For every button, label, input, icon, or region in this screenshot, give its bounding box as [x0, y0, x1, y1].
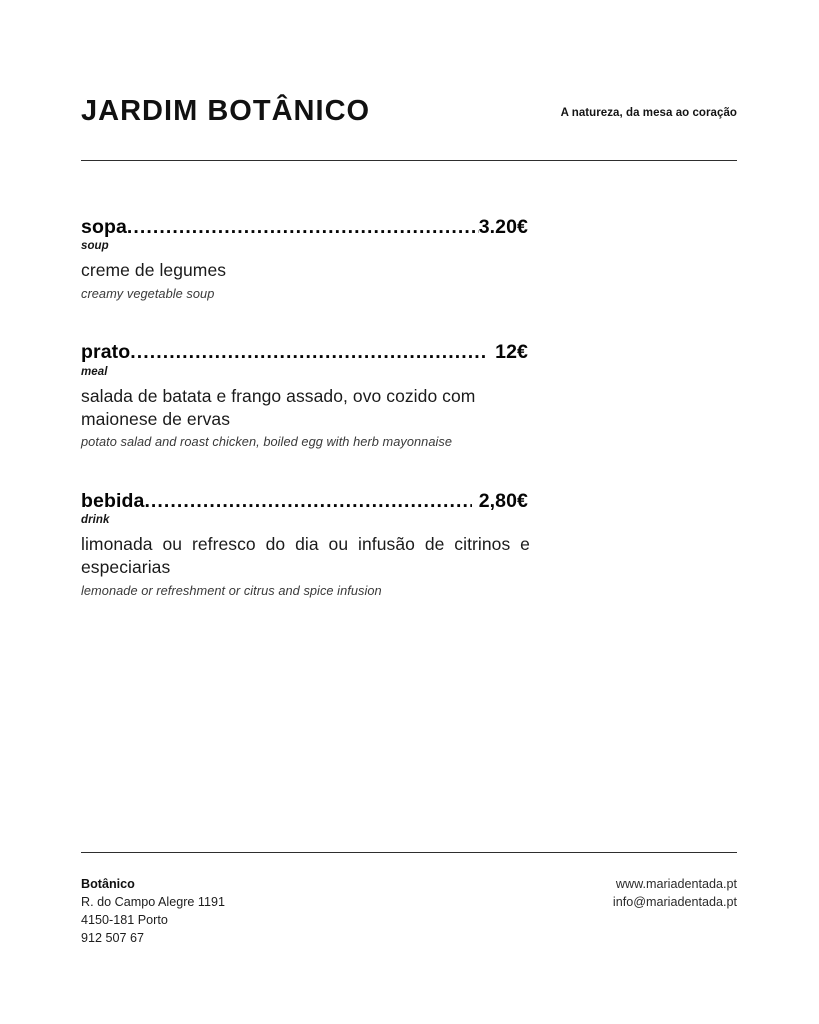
dot-leader: [127, 215, 479, 239]
brand-tagline: A natureza, da mesa ao coração: [560, 107, 737, 119]
menu-item: [81, 215, 737, 302]
menu-item-name: prato: [81, 341, 131, 364]
menu-item-subtitle: meal: [81, 365, 108, 378]
menu-item: [81, 340, 737, 451]
menu-item-description: salada de batata e frango assado, ovo cozido com maionese de ervas: [81, 385, 476, 429]
footer-address-line-1: R. do Campo Alegre 1191: [81, 894, 225, 909]
footer-divider: [81, 852, 737, 853]
menu-item-subtitle: soup: [81, 240, 109, 253]
menu-item-head: [81, 489, 528, 513]
menu-items-list: [81, 215, 737, 599]
footer-address-line-2: 4150-181 Porto: [81, 912, 168, 927]
footer-email[interactable]: info@mariadentada.pt: [612, 894, 737, 909]
menu-footer: [81, 876, 737, 948]
menu-item-description: creme de legumes: [81, 260, 227, 281]
menu-item-head: [81, 340, 528, 364]
menu-item-subtitle: drink: [81, 514, 110, 527]
menu-header: [81, 96, 737, 126]
dot-leader: [144, 489, 471, 513]
menu-item-description: limonada ou refresco do dia ou infusão de citrinos e especiarias: [81, 534, 530, 578]
footer-venue-name: Botânico: [81, 877, 135, 891]
page-title: JARDIM BOTÂNICO: [81, 95, 371, 127]
menu-item-price: 2,80€: [478, 489, 528, 512]
menu-item-translation: lemonade or refreshment or citrus and spice infusion: [81, 582, 382, 598]
dot-leader: [130, 340, 488, 364]
menu-item-translation: creamy vegetable soup: [81, 285, 215, 301]
menu-item-price: 12€: [495, 341, 528, 364]
footer-phone: 912 507 67: [81, 930, 145, 945]
menu-item-price: 3.20€: [478, 216, 528, 238]
menu-item-name: sopa: [81, 216, 127, 238]
menu-item-translation: potato salad and roast chicken, boiled egg with herb mayonnaise: [81, 434, 453, 450]
header-divider: [81, 160, 737, 161]
footer-address-block: [81, 876, 225, 948]
footer-website[interactable]: www.mariadentada.pt: [615, 877, 737, 891]
menu-item: [81, 489, 737, 600]
footer-contact-block: [613, 876, 737, 912]
menu-item-head: [81, 215, 528, 239]
menu-item-name: bebida: [81, 489, 145, 512]
